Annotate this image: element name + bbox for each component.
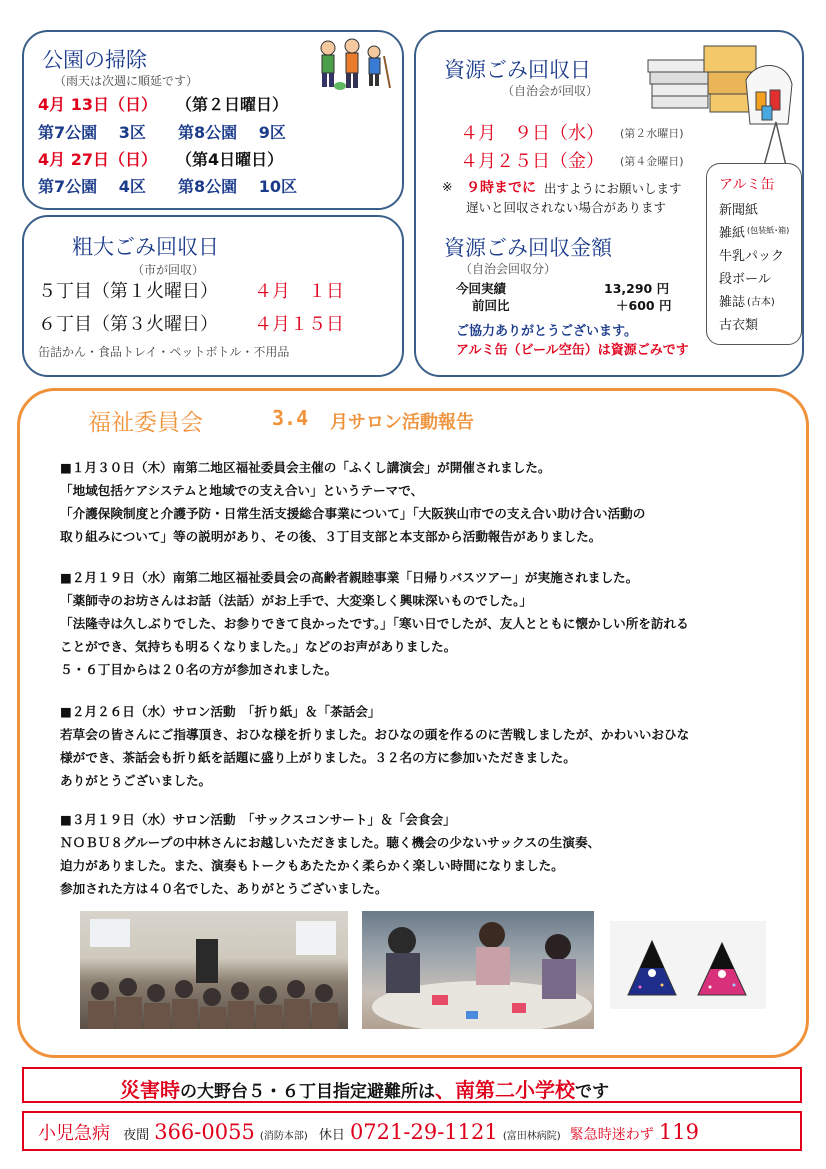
bulky-garbage-box [22,215,404,377]
recycle-date-2-suffix: (第４金曜日) [620,155,684,168]
cleaning-people-illustration [314,36,392,92]
callout-item-newspaper: 新聞紙 [719,203,759,218]
emergency-night-note: (消防本部) [259,1131,308,1142]
callout-item-misc-paper: 雑紙 [719,226,746,241]
recycle-notice-red: ９時までに [466,180,536,196]
salon-p3-line: 様ができ、茶話会も折り紙を話題に盛り上がりました。３２名の方に参加いただきました。 [60,750,576,765]
callout-item-aluminum: アルミ缶 [719,177,775,193]
recycle-date-1: ４月 ９日（水） [460,123,604,144]
recycle-notice-rest: 出すようにお願いします [544,181,682,196]
salon-paragraph-3 [60,700,689,792]
recyclables-illustration [646,40,796,128]
recycle-notice-mark: ※ [442,179,453,194]
recycle-note: （自治会が回収） [502,84,599,98]
recycle-thanks: ご協力ありがとうございます。 [456,324,637,339]
origami-dolls-photo [610,921,766,1009]
emergency-urgent: 緊急時迷わず [569,1127,654,1143]
emergency-banner [22,1111,802,1151]
concert-photo [80,911,348,1029]
bulky-line-2-date: ４月１５日 [254,314,344,335]
recycle-row-1-label: 今回実績 [456,281,507,296]
origami-session-drawing [362,911,594,1029]
recycle-amount-title: 資源ごみ回収金額 [444,236,612,260]
emergency-night: 夜間 [123,1128,150,1143]
park-title: 公園の掃除 [42,48,147,72]
park-row-1a: 第7公園 3区 [38,123,146,142]
salon-p4-line: 参加された方は４０名でした、ありがとうございました。 [60,881,388,896]
park-row-1b: 第8公園 9区 [178,123,286,142]
salon-paragraph-4 [60,808,600,900]
bulky-note: （市が回収） [132,263,205,277]
recycle-date-2: ４月２５日（金） [460,151,604,172]
park-row-2b: 第8公園 10区 [178,177,297,196]
salon-p1-line: 「地域包括ケアシステムと地域での支え合い」というテーマで、 [60,483,424,498]
salon-p2-line: ことができ、気持ちも明るくなりました。」などのお声がありました。 [60,639,457,654]
evacuation-disaster: 災害時 [120,1078,180,1102]
park-date-1: 4月 13日（日） [38,95,157,114]
recycle-amount-note: （自治会回収分） [460,262,557,276]
salon-p2-line: ■２月１９日（水）南第二地区福祉委員会の高齢者親睦事業「日帰りバスツアー」が実施されました。 [60,570,639,585]
evacuation-school: 、南第二小学校 [435,1078,575,1102]
bulky-line-1-date: ４月 １日 [254,281,344,302]
recycle-row-2-value: ＋600 円 [616,298,672,313]
origami-session-photo [362,911,594,1029]
callout-item-magazine: 雑誌 [719,295,746,310]
park-date-2: 4月 27日（日） [38,150,157,169]
callout-item-cardboard: 段ボール [719,272,771,287]
salon-p4-line: ＮＯＢＵ８グループの中林さんにお越しいただきました。聴く機会の少ないサックスの生演奏、 [60,835,601,850]
callout-item-magazine-note: (古本) [747,297,775,308]
salon-title-b: 3.4 [272,406,309,430]
recycle-row-2-label: 前回比 [472,298,510,313]
evacuation-banner [22,1067,802,1103]
salon-p1-line: 「介護保険制度と介護予防・日常生活支援総合事業について」「大阪狭山市での支え合い助け合い活動の [60,506,646,521]
park-row-2a: 第7公園 4区 [38,177,146,196]
salon-p2-line: 「薬師寺のお坊さんはお話（法話）がお上手で、大変楽しく興味深いものでした。」 [60,593,533,608]
callout-item-milk-carton: 牛乳パック [719,249,785,264]
evacuation-text [120,1074,609,1103]
emergency-holiday-tel: 0721-29-1121 [349,1120,498,1144]
park-date-1-suffix: （第２日曜日） [176,95,289,114]
callout-item-misc-paper-note: (包装紙･箱) [747,226,790,235]
emergency-text [38,1119,699,1145]
emergency-label: 小児急病 [38,1123,110,1144]
emergency-urgent-tel: 119 [658,1120,699,1144]
bulky-line-2-label: ６丁目（第３火曜日） [38,314,218,335]
salon-p4-line: 迫力がありました。また、演奏もトークもあたたかく柔らかく楽しい時間になりました。 [60,858,564,873]
salon-p1-line: ■１月３０日（木）南第二地区福祉委員会主催の「ふくし講演会」が開催されました。 [60,460,551,475]
emergency-night-tel: 366-0055 [154,1120,255,1144]
recycle-row-1-value: 13,290 円 [604,281,670,296]
callout-item-old-clothes: 古衣類 [719,318,759,333]
recyclables-callout [706,163,802,345]
evacuation-end: です [575,1082,609,1102]
salon-title-c: 月サロン活動報告 [330,412,474,433]
salon-p3-line: 若草会の皆さんにご指導頂き、おひな様を折りました。おひなの頭を作るのに苦戦しましたが、かわいいおひな [60,727,690,742]
recycle-date-1-suffix: (第２水曜日) [620,127,684,140]
concert-audience-drawing [80,911,348,1029]
callout-pointer [760,120,790,166]
recycle-notice-line2: 遅いと回収されない場合があります [466,200,667,215]
emergency-holiday: 休日 [318,1128,345,1143]
bulky-title: 粗大ごみ回収日 [72,235,219,259]
salon-p1-line: 取り組みについて」等の説明があり、その後、３丁目支部と本支部から活動報告がありました。 [60,529,602,544]
park-note: （雨天は次週に順延です） [54,74,199,88]
salon-p4-line: ■３月１９日（水）サロン活動 「サックスコンサート」＆「会食会」 [60,812,456,827]
salon-title-a: 福祉委員会 [88,410,203,436]
recycle-title: 資源ごみ回収日 [444,58,591,82]
salon-p3-line: ありがとうございました。 [60,773,212,788]
bulky-line-1-label: ５丁目（第１火曜日） [38,281,218,302]
salon-paragraph-2 [60,566,689,681]
park-date-2-suffix: （第4日曜日） [176,150,284,169]
salon-paragraph-1 [60,456,645,548]
salon-p3-line: ■２月２６日（水）サロン活動 「折り紙」＆「茶話会」 [60,704,381,719]
park-cleaning-box [22,30,404,210]
salon-p2-line: 「法隆寺は久しぶりでした、お参りできて良かったです。」「寒い日でしたが、友人とともに懐かしい所を訪れる [60,616,689,631]
origami-dolls-drawing [610,921,766,1009]
emergency-holiday-note: (富田林病院) [502,1131,561,1142]
evacuation-middle: の大野台５・６丁目指定避難所は [180,1082,435,1102]
recycle-aluminum-note: アルミ缶（ビール空缶）は資源ごみです [456,343,689,358]
salon-p2-line: ５・６丁目からは２０名の方が参加されました。 [60,662,338,677]
bulky-footer: 缶詰かん・食品トレイ・ペットボトル・不用品 [38,345,290,359]
